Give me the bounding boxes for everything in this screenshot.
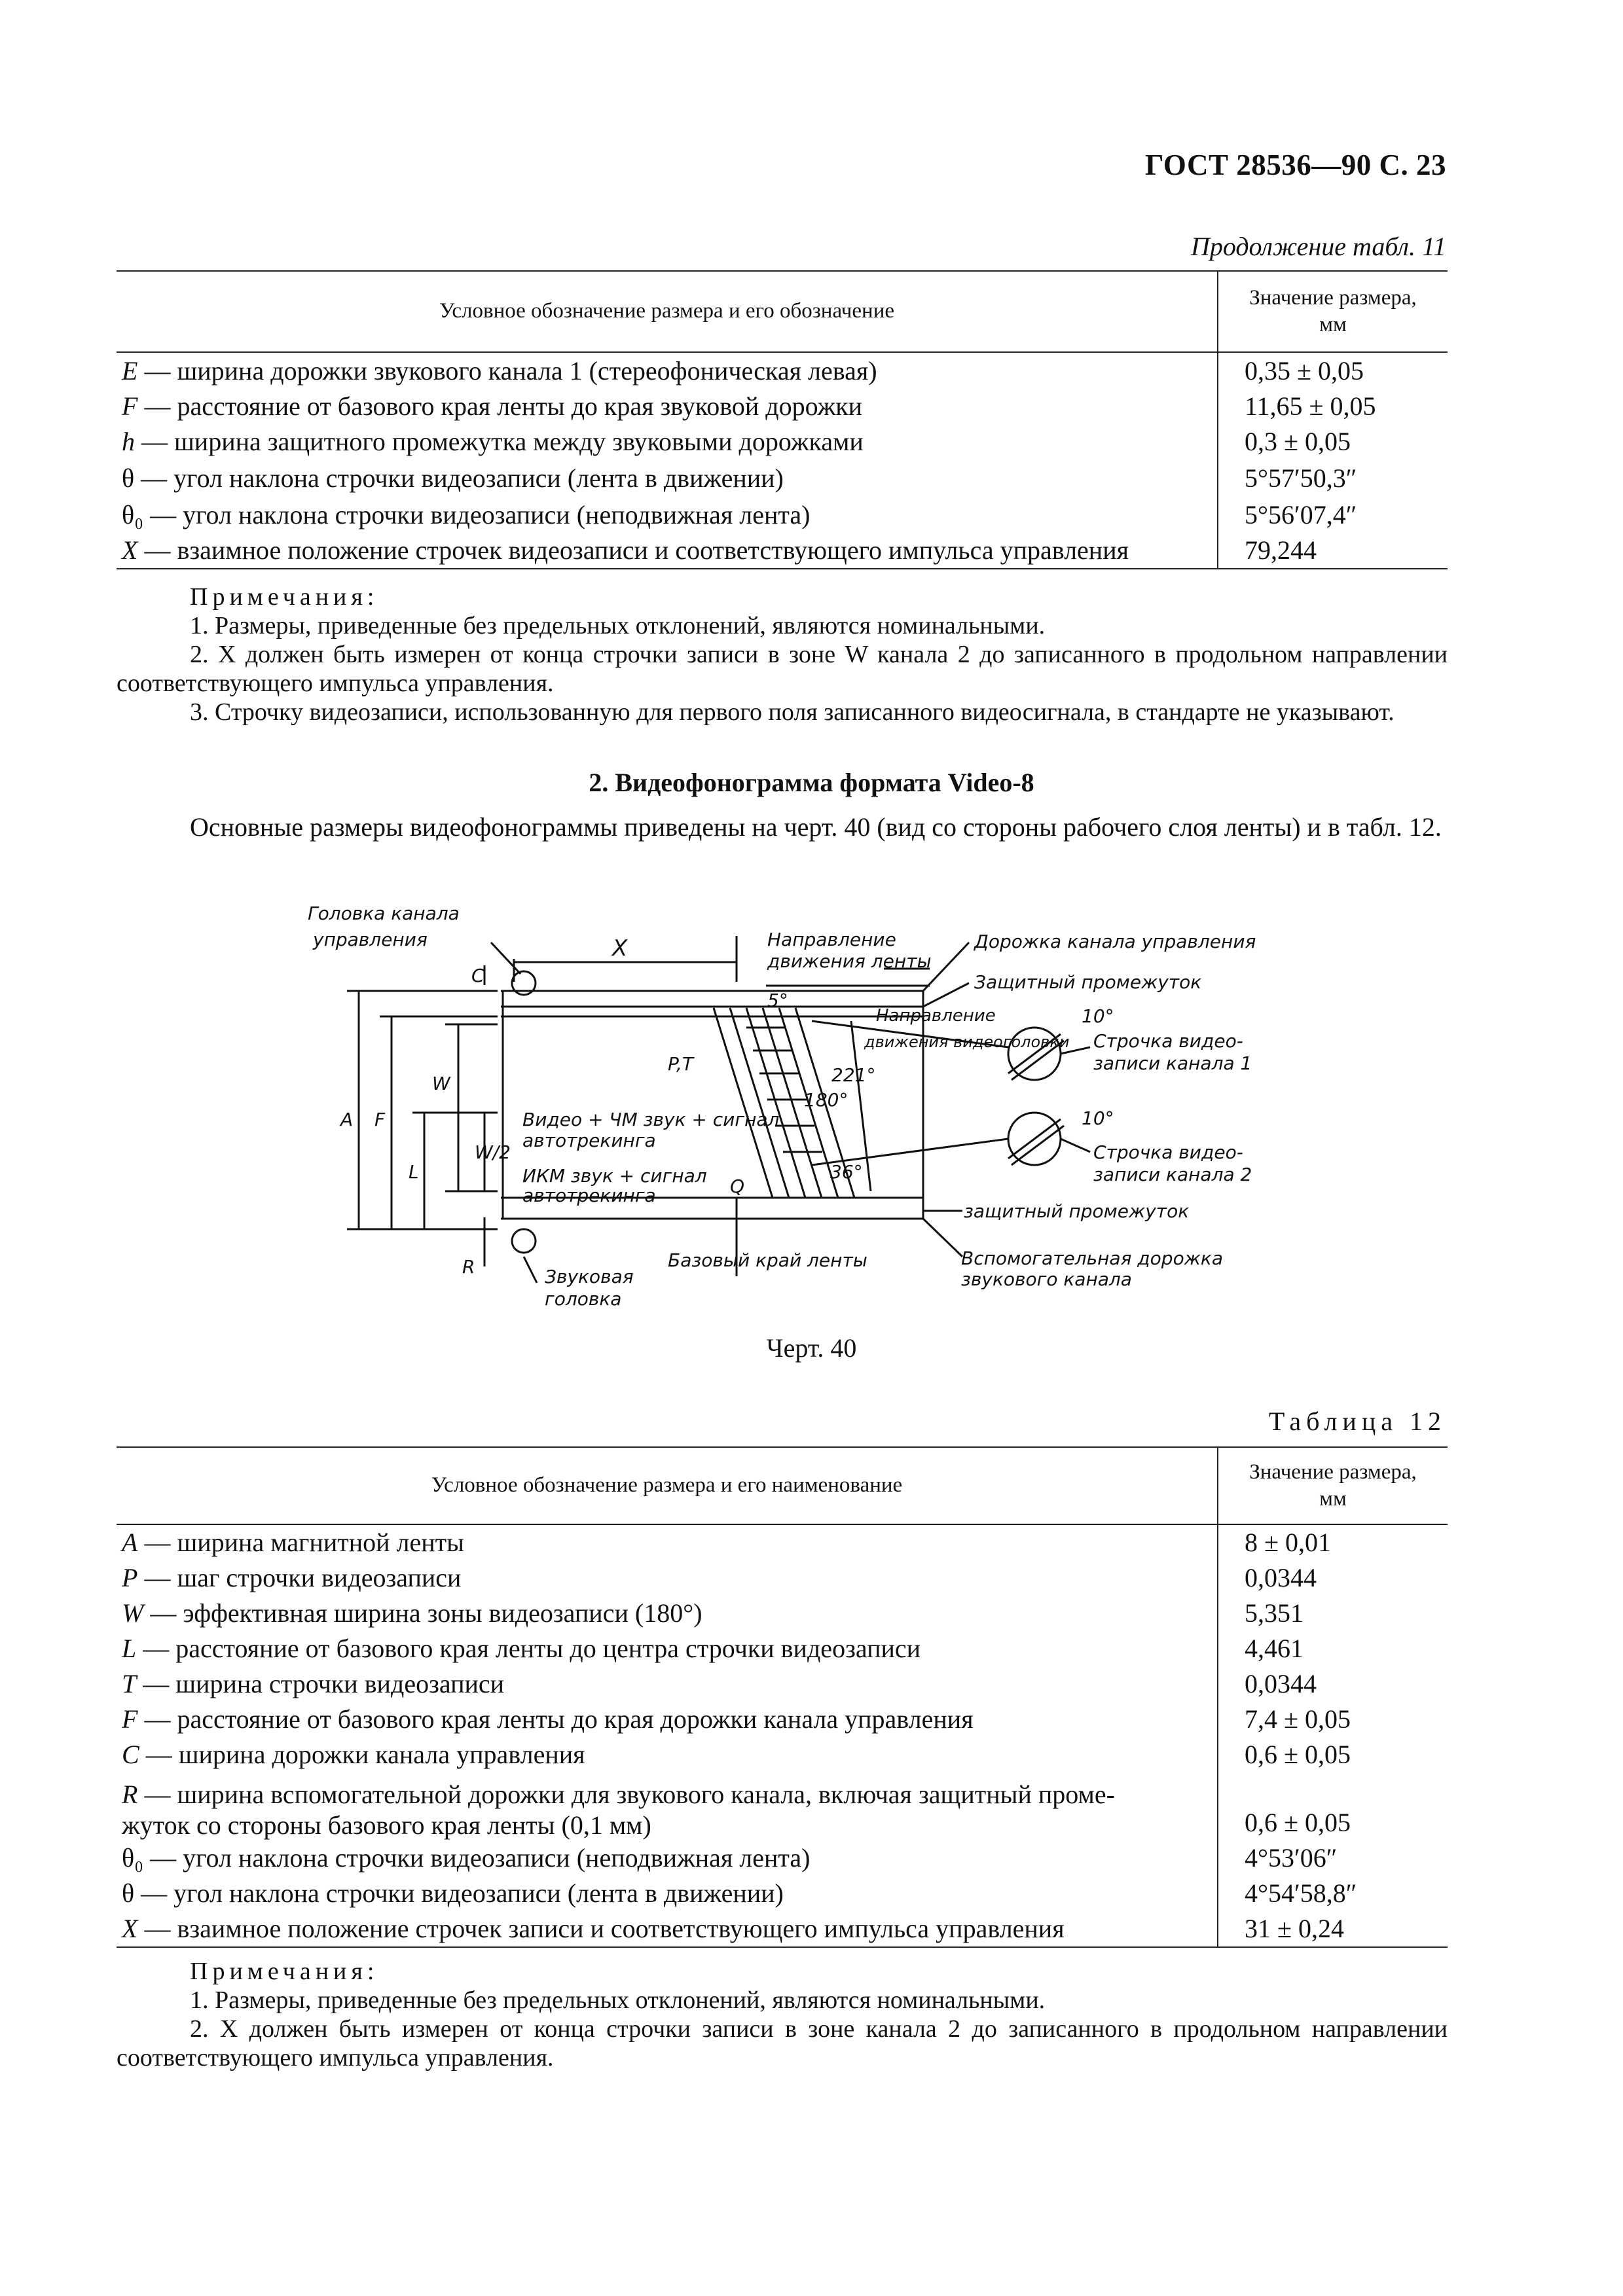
note-item: 1. Размеры, приведенные без предельных отклонений, являются номинальными. <box>190 612 1046 639</box>
label-deg221: 221° <box>831 1064 876 1086</box>
label-w-half: W/2 <box>475 1141 511 1163</box>
table-row: θ — угол наклона строчки видеозаписи (лента в движении) 4°54′58,8″ <box>117 1876 1448 1911</box>
label-pt: P,T <box>668 1053 694 1075</box>
label-sound-head-2: головка <box>545 1288 622 1310</box>
label-a: A <box>340 1109 354 1130</box>
label-track-ch2-2: записи канала 2 <box>1093 1164 1252 1185</box>
table-row: h — ширина защитного промежутка между звуковыми дорожками 0,3 ± 0,05 <box>117 424 1448 459</box>
table-row: X — взаимное положение строчек видеозаписи и соответствующего импульса управления 79,244 <box>117 533 1448 569</box>
table-row: L — расстояние от базового края ленты до центра строчки видеозаписи 4,461 <box>117 1631 1448 1666</box>
label-x: X <box>612 935 628 961</box>
section-intro: Основные размеры видеофонограммы приведены на черт. 40 (вид со стороны рабочего слоя ленты) и в табл. 12. <box>190 812 1442 842</box>
sound-head-circle <box>512 1229 536 1253</box>
note-item: 2. X должен быть измерен от конца строчки записи в зоне канала 2 до записанного в продольном направлении соответствующего импульса управления. <box>117 2015 1448 2072</box>
notes-block-2 <box>117 1957 1448 2072</box>
table-row: θ₀ — угол наклона строчки видеозаписи (неподвижная лента) 5°56′07,4″ <box>117 496 1448 533</box>
table-12-label: Таблица 12 <box>1268 1407 1446 1436</box>
label-control-head-2: управления <box>313 929 428 950</box>
table-row: X — взаимное положение строчек записи и соответствующего импульса управления 31 ± 0,24 <box>117 1911 1448 1947</box>
table-row: F — расстояние от базового края ленты до края звуковой дорожки 11,65 ± 0,05 <box>117 389 1448 424</box>
table-row: θ₀ — угол наклона строчки видеозаписи (неподвижная лента) 4°53′06″ <box>117 1840 1448 1876</box>
label-track-ch1-2: записи канала 1 <box>1093 1052 1252 1074</box>
label-r: R <box>462 1256 475 1278</box>
note-item: 2. X должен быть измерен от конца строчки записи в зоне W канала 2 до записанного в продольном направлении соответствующего импульса управления. <box>117 641 1448 697</box>
label-aux-track-2: звукового канала <box>961 1268 1132 1290</box>
table-row: P — шаг строчки видеозаписи 0,0344 <box>117 1560 1448 1596</box>
label-control-head-1: Головка канала <box>308 903 460 924</box>
table-row: C — ширина дорожки канала управления 0,6 ± 0,05 <box>117 1737 1448 1772</box>
label-angle10-a: 10° <box>1082 1005 1114 1027</box>
label-track-ch1-1: Строчка видео- <box>1093 1030 1243 1052</box>
table-row: θ — угол наклона строчки видеозаписи (лента в движении) 5°57′50,3″ <box>117 459 1448 496</box>
section-title: 2. Видеофонограмма формата Video-8 <box>589 768 1034 797</box>
label-angle10-b: 10° <box>1082 1107 1114 1129</box>
label-control-track: Дорожка канала управления <box>974 931 1256 952</box>
label-deg5: 5° <box>767 990 788 1011</box>
label-deg36: 36° <box>830 1161 863 1183</box>
label-head-direction-1: Направление <box>876 1006 996 1026</box>
table-12 <box>117 1446 1448 1948</box>
label-sound-head-1: Звуковая <box>545 1266 634 1287</box>
note-item: 3. Строчку видеозаписи, использованную для первого поля записанного видеосигнала, в стандарте не указывают. <box>190 698 1395 726</box>
label-q: Q <box>730 1175 745 1197</box>
note-item: 1. Размеры, приведенные без предельных отклонений, являются номинальными. <box>190 1986 1046 2014</box>
label-deg180: 180° <box>804 1089 848 1111</box>
table-12-col1-header: Условное обозначение размера и его наименование <box>117 1447 1218 1524</box>
label-zone-video-2: автотрекинга <box>522 1130 656 1151</box>
notes-heading: Примечания: <box>190 583 379 611</box>
table-row: T — ширина строчки видеозаписи 0,0344 <box>117 1666 1448 1702</box>
label-w: W <box>432 1073 450 1094</box>
label-zone-video-1: Видео + ЧМ звук + сигнал <box>522 1109 780 1130</box>
label-guard-band-bottom: защитный промежуток <box>964 1200 1190 1222</box>
label-zone-pcm-2: автотрекинга <box>522 1185 656 1206</box>
table-12-col2-header: Значение размера, мм <box>1218 1447 1448 1524</box>
label-f: F <box>374 1109 386 1130</box>
page-header: ГОСТ 28536—90 С. 23 <box>1144 149 1446 181</box>
table-row: A — ширина магнитной ленты 8 ± 0,01 <box>117 1524 1448 1560</box>
table-row: F — расстояние от базового края ленты до края дорожки канала управления 7,4 ± 0,05 <box>117 1702 1448 1737</box>
label-base-edge: Базовый край ленты <box>668 1249 867 1271</box>
table-row: R — ширина вспомогательной дорожки для звукового канала, включая защитный проме- жуток со стороны базового края ленты (0,1 мм) 0,6 ± 0,05 <box>117 1772 1448 1840</box>
figure-caption: Черт. 40 <box>766 1333 857 1363</box>
label-l: L <box>409 1161 419 1183</box>
label-aux-track-1: Вспомогательная дорожка <box>961 1247 1223 1269</box>
table-row: W — эффективная ширина зоны видеозаписи (180°) 5,351 <box>117 1596 1448 1631</box>
table-11-col1-header: Условное обозначение размера и его обозначение <box>117 271 1218 352</box>
label-track-ch2-1: Строчка видео- <box>1093 1141 1243 1163</box>
label-direction-tape-2: движения ленты <box>767 950 932 972</box>
table-11-col2-header: Значение размера, мм <box>1218 271 1448 352</box>
table-row: E — ширина дорожки звукового канала 1 (стереофоническая левая) 0,35 ± 0,05 <box>117 352 1448 389</box>
notes-heading: Примечания: <box>190 1958 379 1985</box>
label-direction-tape-1: Направление <box>767 929 896 950</box>
label-c: C <box>471 965 484 986</box>
label-zone-pcm-1: ИКМ звук + сигнал <box>522 1165 707 1187</box>
continuation-label: Продолжение табл. 11 <box>1190 232 1446 261</box>
label-head-direction-2: движения видеоголовки <box>864 1033 1070 1051</box>
label-guard-band-top: Защитный промежуток <box>974 971 1202 993</box>
